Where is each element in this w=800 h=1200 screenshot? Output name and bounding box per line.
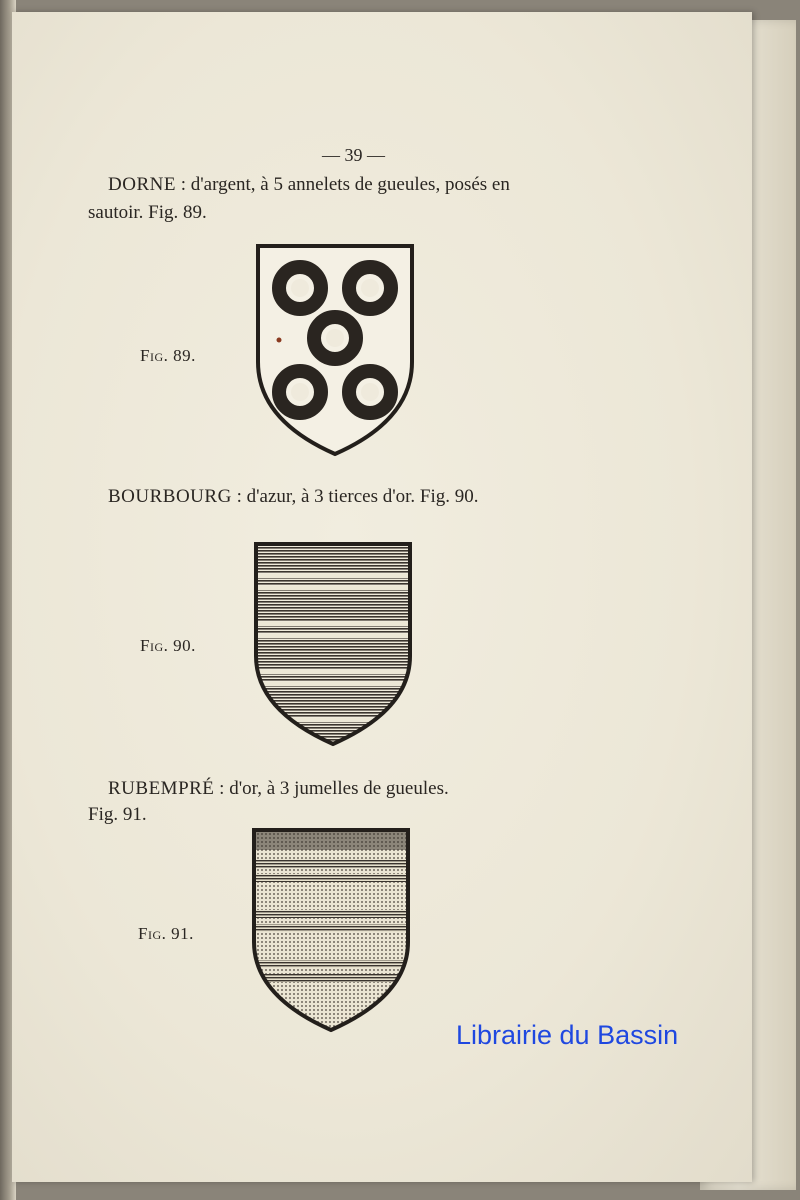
figure-89-shield: [252, 242, 418, 458]
entry-dorne-blazon: : d'argent, à 5 annelets de gueules, posés en: [175, 174, 510, 195]
entry-rubempre-line1: [108, 776, 449, 802]
entry-bourbourg-blazon: : d'azur, à 3 tierces d'or. Fig. 90.: [231, 486, 479, 507]
entry-dorne-name: DORNE: [108, 174, 176, 195]
entry-rubempre-name: RUBEMPRÉ: [108, 778, 215, 799]
figure-91-label: Fig. 91.: [138, 924, 194, 943]
figure-90-label: Fig. 90.: [140, 636, 196, 655]
entry-dorne-line1: [108, 172, 510, 198]
bookseller-watermark: Librairie du Bassin: [456, 1020, 679, 1050]
book-page: [12, 12, 752, 1182]
entry-dorne-line2: sautoir. Fig. 89.: [88, 202, 207, 223]
figure-91-shield: [248, 824, 414, 1036]
entry-bourbourg-line1: [108, 484, 479, 510]
entry-bourbourg-name: BOURBOURG: [108, 486, 232, 507]
figure-89-label: Fig. 89.: [140, 346, 196, 365]
page-number: — 39 —: [322, 145, 385, 165]
entry-rubempre-line2: Fig. 91.: [88, 804, 147, 825]
entry-rubempre-blazon: : d'or, à 3 jumelles de gueules.: [214, 778, 449, 799]
figure-90-shield: [250, 538, 416, 750]
